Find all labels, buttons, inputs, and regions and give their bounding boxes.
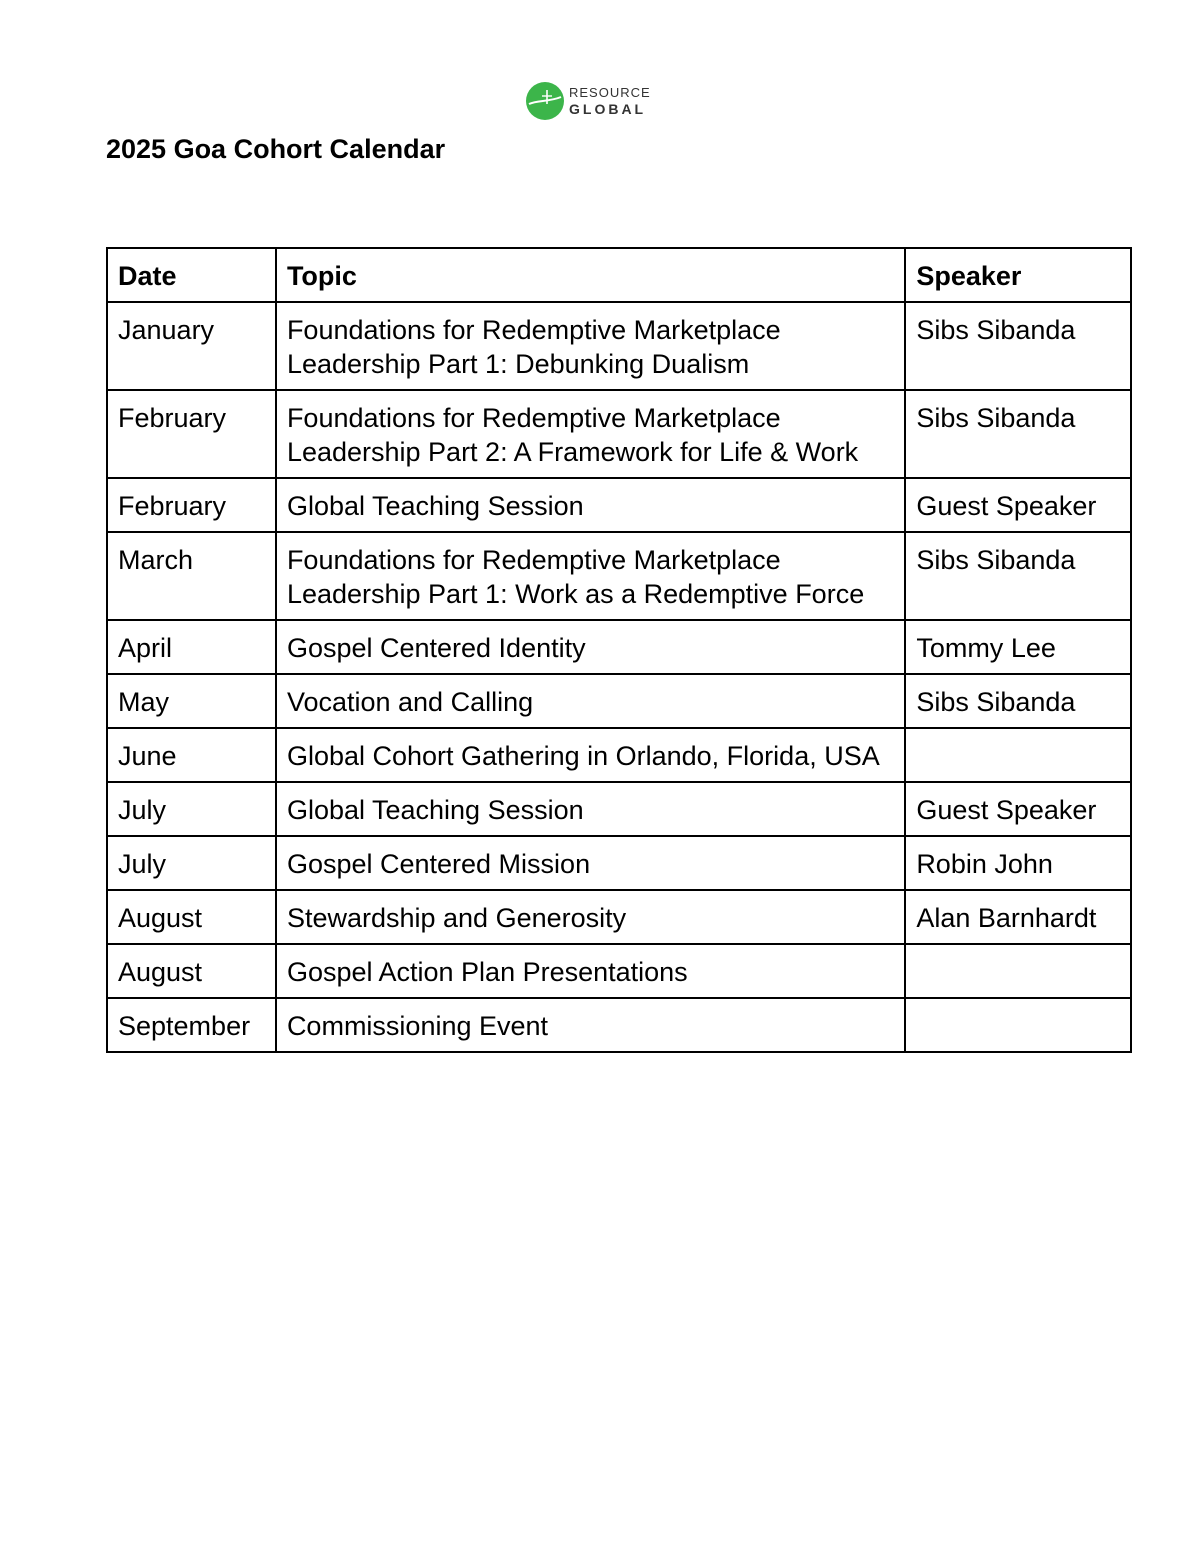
cell-topic: Foundations for Redemptive Marketplace Leadership Part 1: Work as a Redemptive Force [276,532,905,620]
cell-speaker: Robin John [905,836,1131,890]
cell-date: February [107,390,276,478]
cell-speaker: Sibs Sibanda [905,532,1131,620]
cell-date: March [107,532,276,620]
cell-topic: Gospel Action Plan Presentations [276,944,905,998]
column-header-topic: Topic [276,248,905,302]
resource-global-logo [525,80,651,122]
cell-speaker: Tommy Lee [905,620,1131,674]
cell-speaker: Alan Barnhardt [905,890,1131,944]
table-row [107,836,1131,890]
table-row [107,782,1131,836]
cell-date: August [107,944,276,998]
cell-date: February [107,478,276,532]
table-header-row [107,248,1131,302]
cell-topic: Gospel Centered Identity [276,620,905,674]
cell-topic: Foundations for Redemptive Marketplace Leadership Part 2: A Framework for Life & Work [276,390,905,478]
cell-speaker [905,728,1131,782]
cell-date: January [107,302,276,390]
cell-speaker: Sibs Sibanda [905,390,1131,478]
column-header-date: Date [107,248,276,302]
cell-date: May [107,674,276,728]
cell-date: July [107,782,276,836]
cell-date: June [107,728,276,782]
table-row [107,302,1131,390]
logo-wordmark-bottom: GLOBAL [569,101,647,117]
table-row [107,674,1131,728]
cell-speaker [905,998,1131,1052]
cell-topic: Gospel Centered Mission [276,836,905,890]
cohort-calendar-table [106,247,1132,1053]
table-row [107,478,1131,532]
cell-speaker [905,944,1131,998]
cell-topic: Vocation and Calling [276,674,905,728]
table-row [107,620,1131,674]
cell-speaker: Sibs Sibanda [905,302,1131,390]
cell-topic: Foundations for Redemptive Marketplace Leadership Part 1: Debunking Dualism [276,302,905,390]
table-row [107,728,1131,782]
cell-date: August [107,890,276,944]
table-row [107,890,1131,944]
cell-topic: Commissioning Event [276,998,905,1052]
cell-speaker: Guest Speaker [905,782,1131,836]
cell-date: April [107,620,276,674]
table-row [107,532,1131,620]
table-row [107,998,1131,1052]
cell-date: July [107,836,276,890]
cell-speaker: Sibs Sibanda [905,674,1131,728]
cell-topic: Stewardship and Generosity [276,890,905,944]
table-row [107,944,1131,998]
cell-topic: Global Teaching Session [276,782,905,836]
logo-wordmark-top: RESOURCE [569,85,651,100]
page-title: 2025 Goa Cohort Calendar [106,134,446,164]
cell-date: September [107,998,276,1052]
column-header-speaker: Speaker [905,248,1131,302]
cell-topic: Global Cohort Gathering in Orlando, Florida, USA [276,728,905,782]
cell-topic: Global Teaching Session [276,478,905,532]
table-row [107,390,1131,478]
cell-speaker: Guest Speaker [905,478,1131,532]
globe-logo-icon [525,80,565,122]
